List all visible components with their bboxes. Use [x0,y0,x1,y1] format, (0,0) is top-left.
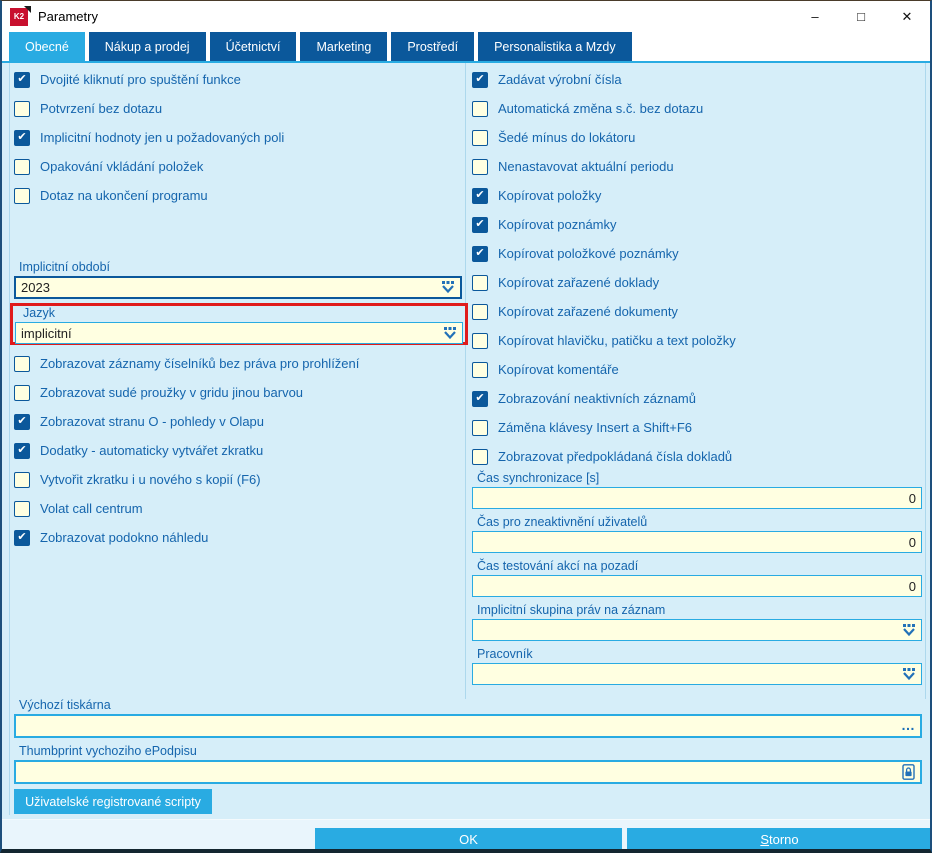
tab[interactable] [210,32,297,61]
checkbox-row[interactable] [14,523,459,552]
checkbox[interactable] [14,414,30,430]
field-input[interactable] [472,575,922,597]
checkbox-row[interactable] [472,413,920,442]
checkbox-row[interactable] [14,94,459,123]
field-value: 0 [908,578,916,594]
right-checkbox-group [472,65,920,471]
implicit-period-input[interactable] [14,276,462,299]
tab-label: Marketing [316,39,372,54]
ok-button[interactable] [315,828,622,850]
field-row [14,698,922,738]
minimize-icon[interactable]: – [811,9,819,24]
browse-ellipsis-icon[interactable]: … [901,717,915,734]
column-divider [465,63,466,699]
implicit-period-value: 2023 [21,280,50,295]
checkbox-row[interactable] [14,123,459,152]
checkbox-row[interactable] [14,181,459,210]
field-label: Implicitní skupina práv na záznam [477,603,666,617]
field-label: Výchozí tiskárna [19,698,111,712]
user-scripts-button[interactable]: Uživatelské registrované scripty [14,789,212,814]
right-fields-group [472,471,922,691]
language-input[interactable] [15,322,463,344]
checkbox[interactable] [472,333,488,349]
bottom-fields-group [14,698,922,790]
checkbox-row[interactable] [472,384,920,413]
tab[interactable] [89,32,206,61]
checkbox-label: Kopírovat komentáře [498,362,619,377]
checkbox[interactable] [472,217,488,233]
checkbox[interactable] [472,188,488,204]
checkbox[interactable] [14,72,30,88]
checkbox-label: Kopírovat hlavičku, patičku a text položky [498,333,736,348]
check-icon: ✔ [475,73,485,85]
field-label: Čas testování akcí na pozadí [477,559,639,573]
k2-icon-flag [24,6,31,13]
language-field-highlight [10,303,468,345]
tab[interactable] [9,32,85,61]
left-checkbox-group-bottom [14,349,459,552]
checkbox-row[interactable] [14,349,459,378]
check-icon: ✔ [475,392,485,404]
dropdown-icon[interactable] [443,327,457,340]
field-label: Čas pro zneaktivnění uživatelů [477,515,648,529]
check-icon: ✔ [17,531,27,543]
field-label: Čas synchronizace [s] [477,471,600,485]
tab[interactable] [391,32,474,61]
checkbox[interactable] [472,159,488,175]
checkbox-label: Dodatky - automaticky vytvářet zkratku [40,443,264,458]
field-row [472,559,922,597]
checkbox[interactable] [472,130,488,146]
checkbox-row[interactable] [472,442,920,471]
checkbox-label: Zadávat výrobní čísla [498,72,622,87]
field-row [472,515,922,553]
field-input[interactable] [14,760,922,784]
ok-button-label: OK [459,831,478,847]
checkbox[interactable] [472,72,488,88]
checkbox-row[interactable] [14,378,459,407]
field-row [472,647,922,685]
field-input[interactable] [472,487,922,509]
checkbox-label: Potvrzení bez dotazu [40,101,163,116]
window-title: Parametry [38,9,98,24]
tab-label: Personalistika a Mzdy [494,39,616,54]
checkbox-row[interactable] [472,94,920,123]
field-input[interactable] [14,714,922,738]
dropdown-icon[interactable] [902,668,916,681]
dialog-content [2,63,930,819]
left-checkbox-group-top [14,65,459,210]
maximize-icon[interactable]: □ [857,9,865,24]
checkbox[interactable] [14,356,30,372]
checkbox-row[interactable] [14,494,459,523]
tab[interactable] [300,32,387,61]
checkbox-label: Volat call centrum [40,501,143,516]
close-icon[interactable]: ✕ [901,8,913,24]
checkbox-row[interactable] [14,436,459,465]
tab-label: Účetnictví [225,39,281,54]
checkbox-label: Kopírovat poznámky [498,217,617,232]
checkbox-label: Opakování vkládání položek [40,159,204,174]
tab-bar [2,32,930,61]
checkbox-label: Vytvořit zkratku i u nového s kopií (F6) [40,472,261,487]
window-controls [792,1,930,32]
dropdown-icon[interactable] [441,281,455,294]
implicit-period-label: Implicitní období [19,260,111,274]
checkbox[interactable] [14,130,30,146]
checkbox-row[interactable] [472,326,920,355]
checkbox-label: Zobrazovat záznamy číselníků bez práva pro prohlížení [40,356,360,371]
checkbox-row[interactable] [472,210,920,239]
checkbox[interactable] [14,472,30,488]
checkbox[interactable] [14,385,30,401]
dialog-button-strip [2,819,930,850]
checkbox-label: Záměna klávesy Insert a Shift+F6 [498,420,693,435]
check-icon: ✔ [17,415,27,427]
k2-app-icon-text: K2 [13,12,25,21]
k2-app-icon [10,8,28,26]
checkbox-row[interactable] [472,123,920,152]
checkbox-label: Dvojité kliknutí pro spuštění funkce [40,72,241,87]
checkbox[interactable] [14,501,30,517]
checkbox-label: Zobrazovat předpokládaná čísla dokladů [498,449,733,464]
checkbox-label: Automatická změna s.č. bez dotazu [498,101,704,116]
field-row [14,744,922,784]
checkbox-row[interactable] [14,152,459,181]
checkbox-label: Kopírovat zařazené dokumenty [498,304,678,319]
checkbox-row[interactable] [472,65,920,94]
implicit-period-field [14,260,462,299]
checkbox[interactable] [14,159,30,175]
checkbox-row[interactable] [472,239,920,268]
checkbox-label: Kopírovat položky [498,188,602,203]
checkbox-label: Zobrazovat stranu O - pohledy v Olapu [40,414,265,429]
checkbox-label: Zobrazovat podokno náhledu [40,530,209,545]
check-icon: ✔ [17,131,27,143]
checkbox[interactable] [472,101,488,117]
field-label: Pracovník [477,647,533,661]
field-input[interactable] [472,531,922,553]
tab[interactable] [478,32,632,61]
titlebar [2,1,930,32]
field-value: 0 [908,490,916,506]
checkbox[interactable] [14,188,30,204]
checkbox[interactable] [472,275,488,291]
check-icon: ✔ [17,73,27,85]
check-icon: ✔ [475,189,485,201]
checkbox-label: Šedé mínus do lokátoru [498,130,636,145]
language-value: implicitní [21,325,72,341]
field-row [472,471,922,509]
right-divider [925,63,926,699]
checkbox[interactable] [14,443,30,459]
field-input[interactable] [472,619,922,641]
checkbox-row[interactable] [14,465,459,494]
checkbox-label: Kopírovat zařazené doklady [498,275,660,290]
checkbox-row[interactable] [472,181,920,210]
checkbox-row[interactable] [472,268,920,297]
language-label: Jazyk [23,306,55,320]
checkbox[interactable] [472,304,488,320]
field-row [472,603,922,641]
checkbox-row[interactable] [14,65,459,94]
checkbox[interactable] [472,449,488,465]
checkbox[interactable] [472,420,488,436]
field-label: Thumbprint vychoziho ePodpisu [19,744,197,758]
check-icon: ✔ [475,218,485,230]
checkbox-label: Implicitní hodnoty jen u požadovaných poli [40,130,285,145]
tab-label: Prostředí [407,39,459,54]
checkbox-label: Dotaz na ukončení programu [40,188,208,203]
checkbox[interactable] [472,391,488,407]
storno-button[interactable] [627,828,932,850]
tab-label: Nákup a prodej [104,39,190,54]
storno-button-label: Storno [760,831,799,847]
checkbox-row[interactable] [472,297,920,326]
certificate-lock-icon[interactable] [902,764,915,780]
dropdown-icon[interactable] [902,624,916,637]
checkbox-label: Nenastavovat aktuální periodu [498,159,674,174]
checkbox[interactable] [472,362,488,378]
left-divider [9,63,10,815]
checkbox-row[interactable] [14,407,459,436]
checkbox-label: Kopírovat položkové poznámky [498,246,679,261]
checkbox[interactable] [472,246,488,262]
field-input[interactable] [472,663,922,685]
checkbox[interactable] [14,530,30,546]
field-value: 0 [908,534,916,550]
check-icon: ✔ [475,247,485,259]
check-icon: ✔ [17,444,27,456]
checkbox[interactable] [14,101,30,117]
checkbox-row[interactable] [472,152,920,181]
checkbox-label: Zobrazovat sudé proužky v gridu jinou barvou [40,385,304,400]
checkbox-row[interactable] [472,355,920,384]
tab-label: Obecné [25,39,69,54]
checkbox-label: Zobrazování neaktivních záznamů [498,391,696,406]
